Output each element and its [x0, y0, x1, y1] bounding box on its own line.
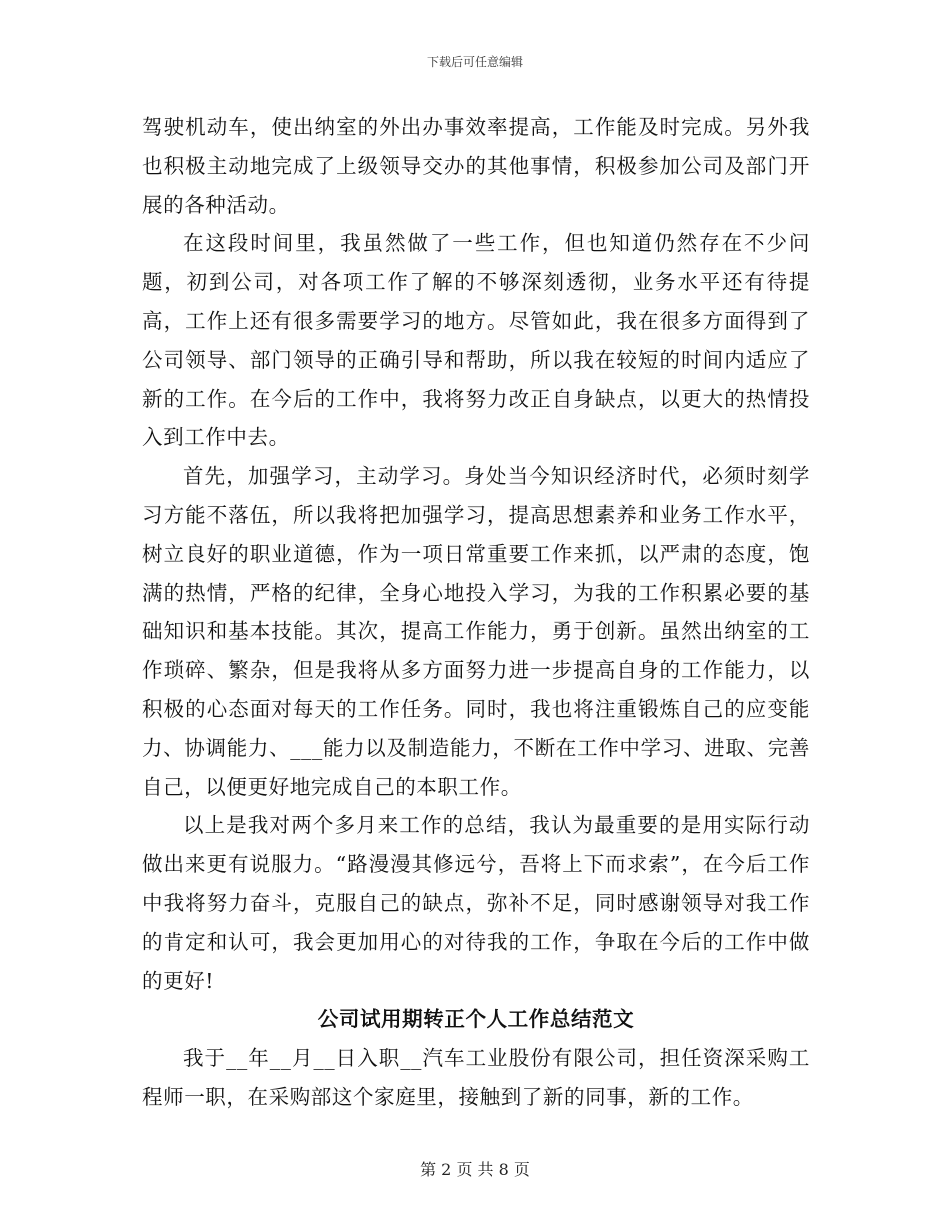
- paragraph-plans: 首先，加强学习，主动学习。身处当今知识经济时代，必须时刻学习方能不落伍，所以我将把加强学习，提高思想素养和业务工作水平，树立良好的职业道德，作为一项日常重要工作来抓，以严肃的态度，饱满的热情，严格的纪律，全身心地投入学习，为我的工作积累必要的基础知识和基本技能。其次，提高工作能力，勇于创新。虽然出纳室的工作琐碎、繁杂，但是我将从多方面努力进一步提高自身的工作能力，以积极的心态面对每天的工作任务。同时，我也将注重锻炼自己的应变能力、协调能力、___能力以及制造能力，不断在工作中学习、进取、完善自己，以便更好地完成自己的本职工作。: [142, 464, 810, 799]
- paragraph-new-section: 我于__年__月__日入职__汽车工业股份有限公司，担任资深采购工程师一职，在采购部这个家庭里，接触到了新的同事，新的工作。: [142, 1046, 810, 1109]
- page-number: 第 2 页 共 8 页: [420, 1160, 530, 1179]
- section-title: 公司试用期转正个人工作总结范文: [317, 1007, 635, 1032]
- paragraph-continuation: 驾驶机动车，使出纳室的外出办事效率提高，工作能及时完成。另外我也积极主动地完成了上级领导交办的其他事情，积极参加公司及部门开展的各种活动。: [142, 115, 810, 217]
- paragraph-shortcomings: 在这段时间里，我虽然做了一些工作，但也知道仍然存在不少问题，初到公司，对各项工作了解的不够深刻透彻，业务水平还有待提高，工作上还有很多需要学习的地方。尽管如此，我在很多方面得到了公司领导、部门领导的正确引导和帮助，所以我在较短的时间内适应了新的工作。在今后的工作中，我将努力改正自身缺点，以更大的热情投入到工作中去。: [142, 231, 810, 450]
- paragraph-conclusion: 以上是我对两个多月来工作的总结，我认为最重要的是用实际行动做出来更有说服力。“路漫漫其修远兮，吾将上下而求索”，在今后工作中我将努力奋斗，克服自己的缺点，弥补不足，同时感谢领导对我工作的肯定和认可，我会更加用心的对待我的工作，争取在今后的工作中做的更好!: [142, 813, 810, 993]
- page-header-note: 下载后可任意编辑: [426, 55, 523, 69]
- document-body: [142, 108, 810, 1117]
